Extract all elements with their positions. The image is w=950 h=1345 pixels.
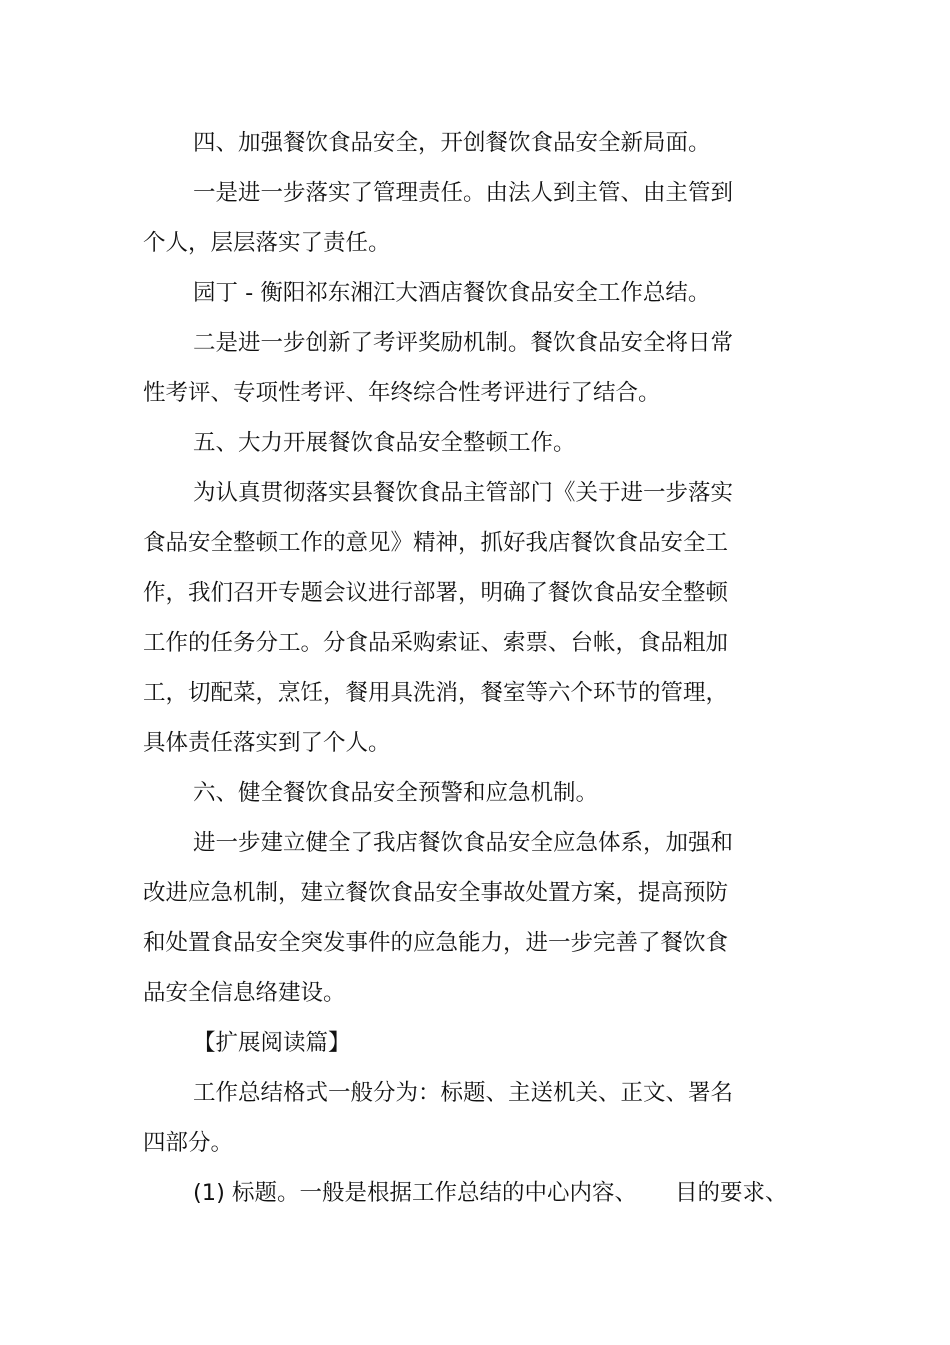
paragraph-line-start: (1) 标题。一般是根据工作总结的中心内容、	[193, 1180, 638, 1206]
paragraph-line: 四部分。	[143, 1130, 234, 1156]
paragraph-line: 和处置食品安全突发事件的应急能力，进一步完善了餐饮食	[143, 930, 729, 956]
paragraph-line: 工作的任务分工。分食品采购索证、索票、台帐，食品粗加	[143, 630, 729, 656]
paragraph-line: 二是进一步创新了考评奖励机制。餐饮食品安全将日常	[193, 330, 734, 356]
paragraph-line: 品安全信息络建设。	[143, 980, 346, 1006]
paragraph-line: 个人，层层落实了责任。	[143, 230, 391, 256]
paragraph-line-end: 目的要求、	[675, 1180, 788, 1206]
paragraph-line: 食品安全整顿工作的意见》精神，抓好我店餐饮食品安全工	[143, 530, 729, 556]
extended-reading-heading: 【扩展阅读篇】	[193, 1030, 351, 1056]
heading-section-four: 四、加强餐饮食品安全，开创餐饮食品安全新局面。	[193, 130, 711, 156]
heading-section-five: 五、大力开展餐饮食品安全整顿工作。	[193, 430, 576, 456]
paragraph-line: 园丁 - 衡阳祁东湘江大酒店餐饮食品安全工作总结。	[193, 280, 711, 306]
paragraph-line	[0, 1173, 950, 1213]
paragraph-line: 工，切配菜，烹饪，餐用具洗消，餐室等六个环节的管理，	[143, 680, 729, 706]
paragraph-line: 具体责任落实到了个人。	[143, 730, 391, 756]
paragraph-line: 为认真贯彻落实县餐饮食品主管部门《关于进一步落实	[193, 480, 734, 506]
paragraph-line: 改进应急机制，建立餐饮食品安全事故处置方案，提高预防	[143, 880, 729, 906]
paragraph-line: 作，我们召开专题会议进行部署，明确了餐饮食品安全整顿	[143, 580, 729, 606]
paragraph-line: 性考评、专项性考评、年终综合性考评进行了结合。	[143, 380, 661, 406]
paragraph-line: 进一步建立健全了我店餐饮食品安全应急体系，加强和	[193, 830, 734, 856]
paragraph-line: 工作总结格式一般分为：标题、主送机关、正文、署名	[193, 1080, 734, 1106]
paragraph-line: 一是进一步落实了管理责任。由法人到主管、由主管到	[193, 180, 734, 206]
heading-section-six: 六、健全餐饮食品安全预警和应急机制。	[193, 780, 599, 806]
